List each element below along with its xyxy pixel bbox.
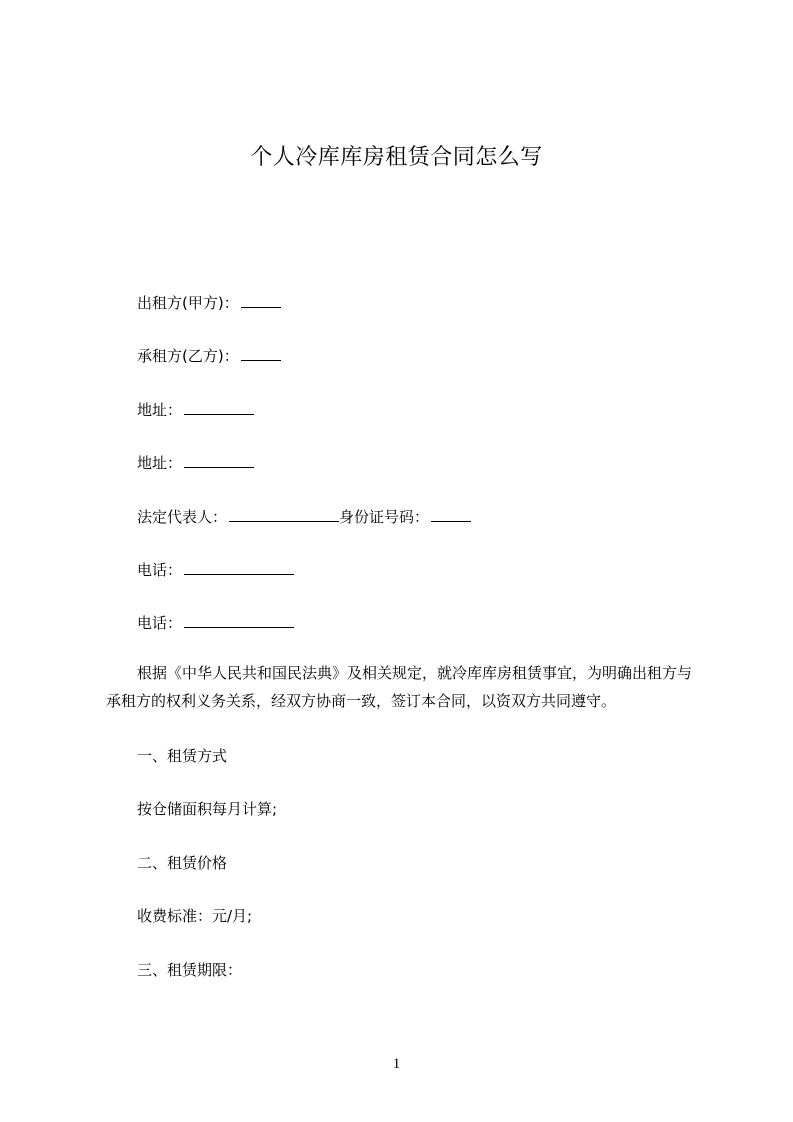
section-1-text: 按仓储面积每月计算; xyxy=(137,800,278,818)
lessee-line xyxy=(137,345,281,366)
phone-line-2 xyxy=(137,612,294,633)
phone-label-1: 电话： xyxy=(137,561,183,579)
id-number-blank xyxy=(431,508,471,522)
section-3-heading: 三、租赁期限： xyxy=(137,961,243,979)
address-label-1: 地址： xyxy=(137,401,183,419)
section-1-heading: 一、租赁方式 xyxy=(137,747,228,765)
section-2-text: 收费标准：元/月; xyxy=(137,907,253,925)
legal-rep-line xyxy=(137,506,471,527)
address-line-1 xyxy=(137,399,254,420)
phone-line-1 xyxy=(137,559,294,580)
document-title: 个人冷库库房租赁合同怎么写 xyxy=(250,145,543,170)
lessor-label: 出租方(甲方)： xyxy=(137,294,239,312)
lessee-label: 承租方(乙方)： xyxy=(137,347,239,365)
address-blank-1 xyxy=(184,401,254,415)
legal-rep-label: 法定代表人： xyxy=(137,508,228,526)
address-line-2 xyxy=(137,452,254,473)
address-label-2: 地址： xyxy=(137,454,183,472)
intro-paragraph xyxy=(106,659,706,715)
section-2-heading: 二、租赁价格 xyxy=(137,854,228,872)
address-blank-2 xyxy=(184,454,254,468)
page-number: 1 xyxy=(392,1056,401,1072)
intro-text: 根据《中华人民共和国民法典》及相关规定，就冷库库房租赁事宜，为明确出租方与承租方的权利义务关系，经双方协商一致，签订本合同，以资双方共同遵守。 xyxy=(106,664,693,710)
lessee-blank xyxy=(241,347,281,361)
lessor-line xyxy=(137,292,281,313)
phone-blank-1 xyxy=(184,561,294,575)
phone-label-2: 电话： xyxy=(137,614,183,632)
lessor-blank xyxy=(241,294,281,308)
id-number-label: 身份证号码： xyxy=(339,508,430,526)
phone-blank-2 xyxy=(184,614,294,628)
legal-rep-blank xyxy=(229,508,339,522)
